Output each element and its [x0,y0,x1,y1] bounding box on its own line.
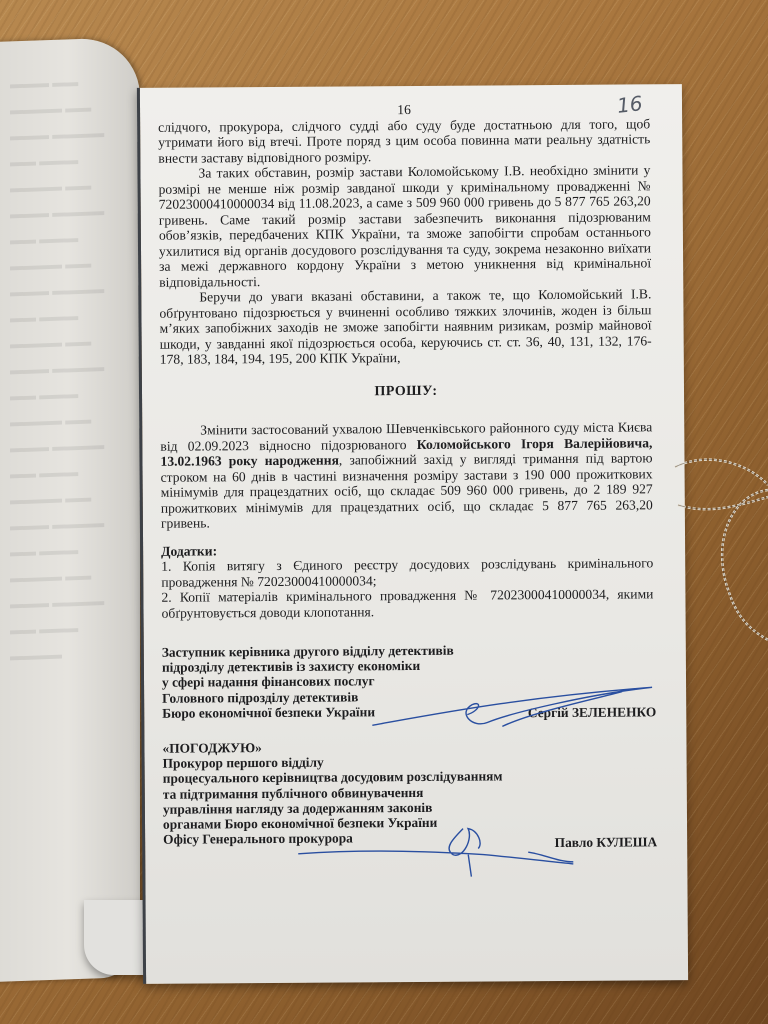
paragraph-grounds: Беручи до уваги вказані обставини, а також те, що Коломойський І.В. обґрунтовано підозрюється у вчиненні особливо тяжких злочинів, жоден із більш м’яких запобіжних заходів не зможе запобігти наявним ризикам, розмір майнової шкоди, у завданні якої підозрюється особа, керуючись ст. ст. 36, 40, 131, 132, 176-178, 183, 184, 194, 195, 200 КПК України, [159,286,652,367]
signatory-block-prosecutor [162,737,658,851]
request-heading: ПРОШУ: [374,383,438,399]
signatory-title-line: підрозділу детективів із захисту економіки [161,658,421,675]
attachment-item: 1. Копія витягу з Єдиного реєстру досудових розслідувань кримінального провадження № 72023000410000034; [161,555,654,590]
signatory-title-line: Заступник керівника другого відділу детективів [161,642,454,660]
signatory-title-line: та підтримання публічного обвинувачення [162,784,424,802]
paragraph-bail-amount: За таких обставин, розмір застави Коломойському І.В. необхідно змінити у розмірі не менше ніж розмір завданої шкоди у кримінальному провадженні № 72023000410000034 від 11.08.2023, а саме з 509 960 000 гривень до 5 877 765 263,20 гривень. Саме такий розмір застави забезпечить виконання підозрюваним обов’язків, передбачених КПК України, та зможе запобігти спробам останнього ухилитися від органів досудового розслідування та суду, зокрема незаконно виїхати за межі державного кордону України з метою уникнення від кримінальної відповідальності. [158,162,652,290]
left-page-facing [0,37,140,983]
signatory-title-line: у сфері надання фінансових послуг [161,673,375,691]
bookmark-string-icon [670,455,768,655]
request-paragraph [160,419,653,531]
approval-stamp-text: «ПОГОДЖУЮ» [162,740,262,756]
request-text-part2: , запобіжний захід у вигляді тримання під вартою строком на 60 днів в частині визначення розміру застави з 190 000 прожиткових мінімумів для працездатних осіб, що складає 509 960 000 гривень, до 2 189 927 прожиткових мінімумів для працездатних осіб, що складає 5 877 765 263,20 гривень. [160,450,653,531]
handwritten-page-number: 16 [615,91,644,118]
left-page-bleed-text: ▬▬▬ ▬▬ ▬▬▬▬ ▬▬ ▬▬▬ ▬▬▬▬ ▬▬ ▬▬▬ ▬▬▬▬ ▬▬ ▬▬▬ ▬▬▬▬ ▬▬ ▬▬▬ ▬▬▬▬ ▬▬ ▬▬▬ ▬▬▬▬ ▬▬ ▬▬▬ ▬▬▬▬ ▬▬ ▬▬▬ ▬▬▬▬ ▬▬ ▬▬▬ ▬▬▬▬ ▬▬ ▬▬▬ ▬▬▬▬ ▬▬ ▬▬▬ ▬▬▬▬ ▬▬ ▬▬▬ ▬▬▬▬ ▬▬ ▬▬▬ ▬▬▬▬ ▬▬ ▬▬▬ ▬▬▬▬ ▬▬ ▬▬▬ ▬▬▬▬ [10,74,105,664]
signatory-name: Сергій ЗЕЛЕНЕНКО [527,704,657,721]
signatory-block-detective [162,641,655,720]
page-number: 16 [397,102,411,118]
suspect-name: Коломойського Ігоря Валерійовича, 13.02.1963 року народження [160,434,653,469]
page-content [158,100,658,851]
attachment-item: 2. Копії матеріалів кримінального провадження № 72023000410000034, якими обґрунтовується доводи клопотання. [161,586,654,621]
signatory-title-line: Офісу Генерального прокурора [163,830,353,847]
document-page [137,84,688,984]
signatory-title-line: Прокурор першого відділу [162,754,324,771]
signatory-title-line: Головного підрозділу детективів [162,688,359,706]
signatory-title-line: Бюро економічної безпеки України [162,704,376,721]
attachments-title: Додатки: [161,542,218,559]
request-text-part1: Змінити застосований ухвалою Шевченківського районного суду міста Києва від 02.09.2023 відносно підозрюваного [160,419,653,454]
signatory-title-line: органами Бюро економічної безпеки України [162,814,438,832]
signatory-title-line: управління нагляду за додержанням законів [162,799,433,817]
paragraph-continuation: слідчого, прокурора, слідчого судді або суду буде достатньою для того, щоб утримати його від втечі. Проте поряд з цим особа повинна мати реальну здатність внести заставу відповідного розміру. [158,115,651,166]
signatory-title-line: процесуального керівництва досудовим розслідуванням [162,768,503,787]
signatory-name: Павло КУЛЕША [554,834,658,851]
